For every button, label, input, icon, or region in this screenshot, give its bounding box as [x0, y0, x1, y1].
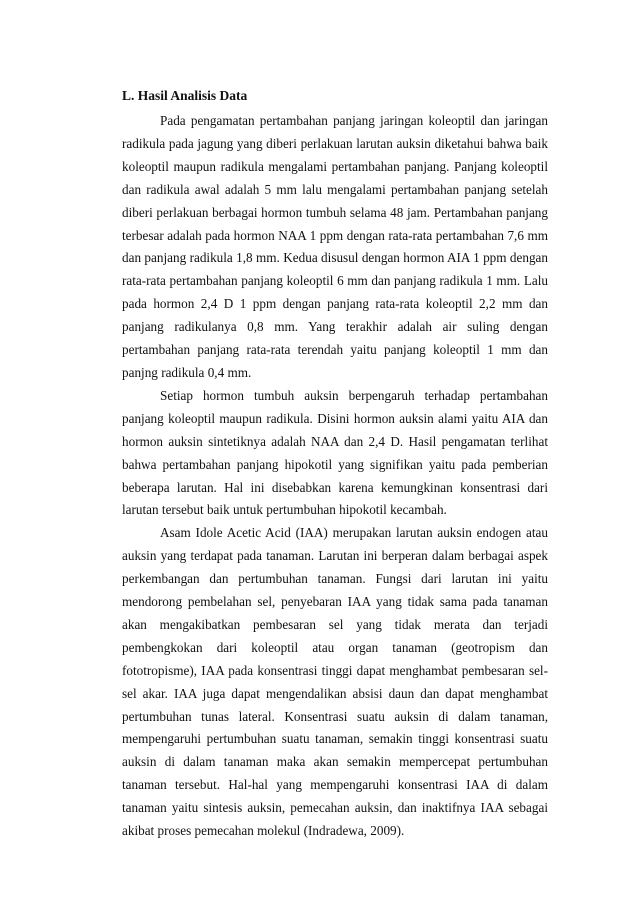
body-text	[122, 110, 548, 843]
paragraph: Setiap hormon tumbuh auksin berpengaruh terhadap pertambahan panjang koleoptil maupun radikula. Disini hormon auksin alami yaitu AIA dan hormon auksin sintetiknya adalah NAA dan 2,4 D. Hasil pengamatan terlihat bahwa pertambahan panjang hipokotil yang signifikan yaitu pada pemberian beberapa larutan. Hal ini disebabkan karena kemungkinan konsentrasi dari larutan tersebut baik untuk pertumbuhan hipokotil kecambah.	[122, 387, 548, 518]
paragraph: Asam Idole Acetic Acid (IAA) merupakan larutan auksin endogen atau auksin yang terdapat pada tanaman. Larutan ini berperan dalam berbagai aspek perkembangan dan pertumbuhan tanaman. Fungsi dari larutan ini yaitu mendorong pembelahan sel, penyebaran IAA yang tidak sama pada tanaman akan mengakibatkan pembesaran sel yang tidak merata dan terjadi pembengkokan dari koleoptil atau organ tanaman (geotropism dan fototropisme), IAA pada konsentrasi tinggi dapat menghambat pembesaran sel-sel akar. IAA juga dapat mengendalikan absisi daun dan dapat menghambat pertumbuhan tunas lateral. Konsentrasi suatu auksin di dalam tanaman, mempengaruhi pertumbuhan suatu tanaman, semakin tinggi konsentrasi suatu auksin di dalam tanaman maka akan semakin mempercepat pertumbuhan tanaman tersebut. Hal-hal yang mempengaruhi konsentrasi IAA di dalam tanaman yaitu sintesis auksin, pemecahan auksin, dan inaktifnya IAA sebagai akibat proses pemecahan molekul (Indradewa, 2009).	[122, 525, 548, 839]
section-heading: L. Hasil Analisis Data	[122, 88, 248, 103]
paragraph: Pada pengamatan pertambahan panjang jaringan koleoptil dan jaringan radikula pada jagung yang diberi perlakuan larutan auksin diketahui bahwa baik koleoptil maupun radikula mengalami pertambahan panjang. Panjang koleoptil dan radikula awal adalah 5 mm lalu mengalami pertambahan panjang setelah diberi perlakuan berbagai hormon tumbuh selama 48 jam. Pertambahan panjang terbesar adalah pada hormon NAA 1 ppm dengan rata-rata pertambahan 7,6 mm dan panjang radikula 1,8 mm. Kedua disusul dengan hormon AIA 1 ppm dengan rata-rata pertambahan panjang koleoptil 6 mm dan panjang radikula 1 mm. Lalu pada hormon 2,4 D 1 ppm dengan panjang rata-rata koleoptil 2,2 mm dan panjang radikulanya 0,8 mm. Yang terakhir adalah air suling dengan pertambahan panjang rata-rata terendah yaitu panjang koleoptil 1 mm dan panjng radikula 0,4 mm.	[122, 113, 548, 380]
